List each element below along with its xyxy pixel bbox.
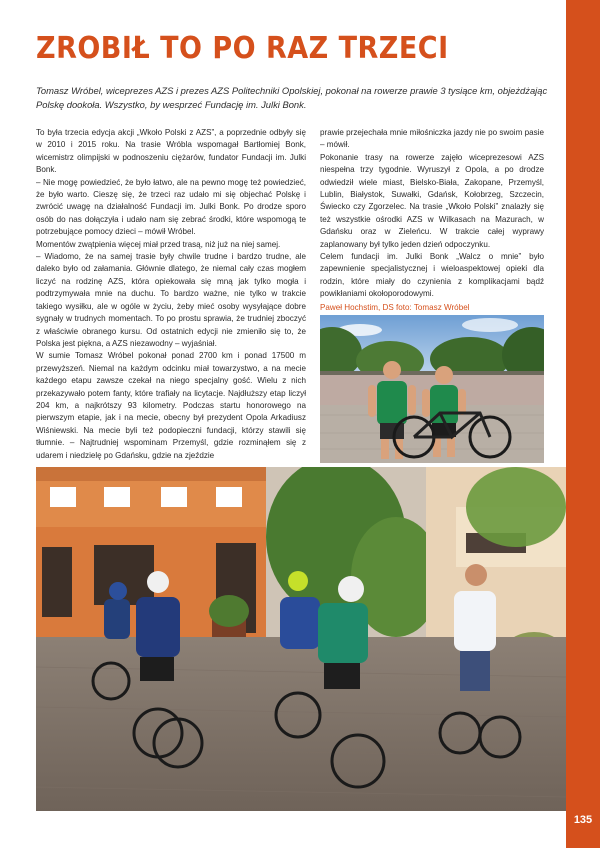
page-number: 135 xyxy=(573,814,593,826)
paragraph: To była trzecia edycja akcji „Wkoło Polski z AZS”, a poprzednie odbyły się w 2010 i 2015 roku. Na trasie Wróbla wspomagał Bartłomiej Bonk, wicemistrz olimpijski w podnoszeniu ciężarów, fundator Fundacji im. Julki Bonk. xyxy=(36,128,306,175)
paragraph: Momentów zwątpienia więcej miał przed trasą, niż już na niej samej. xyxy=(36,239,281,249)
accent-side-bar xyxy=(566,0,600,848)
photo-two-men-illustration xyxy=(320,315,544,463)
paragraph: – Wiadomo, że na samej trasie były chwile trudne i bardzo trudne, ale daleko było od załamania. Głównie dlatego, że niemal cały czas mogłem liczyć na rodzinę AZS, która opiekowała się mną jak tylko mogła i podtrzymywała mnie na duchu. To bardzo ważne, nie tylko w trakcie takiego wysiłku, ale w ogóle w życiu, żeby mieć osoby wysyłające dobre sygnały w trudnych momentach. To po prostu sprawia, że trudniej zboczyć z właściwie obranego kursu. Od ostatnich edycji nie zmieniło się to, że Polska jest piękna, a AZS niezawodny – wyjaśniał. xyxy=(36,252,306,348)
paragraph: prawie przejechała mnie miłośniczka jazdy nie po swoim pasie – mówił. xyxy=(320,128,544,150)
paragraph: – Nie mogę powiedzieć, że było łatwo, ale na pewno mogę też powiedzieć, że było warto. Cieszę się, że trzeci raz udało mi się objechać Polskę i zwrócić uwagę na działalność Fundacji im. Julki Bonk. Po drodze sporo osób do nas dołączyła i udało nam się zebrać środki, które wspomogą te potrzebujące pomocy dzieci – mówił Wróbel. xyxy=(36,177,306,237)
paragraph: Celem fundacji im. Julki Bonk „Walcz o mnie” było zapewnienie specjalistycznej i wieloaspektowej opieki dla rodzin, które miały do czynienia z komplikacjami bądź powikłaniami okołoporodowymi. xyxy=(320,252,544,299)
right-text-column xyxy=(320,127,544,314)
article-lead: Tomasz Wróbel, wiceprezes AZS i prezes AZS Politechniki Opolskiej, pokonał na rowerze prawie 3 tysiące km, objeżdżając Polskę dookoła. Wszystko, by wesprzeć Fundację im. Julki Bonk. xyxy=(36,85,548,110)
photo-two-men-with-bike xyxy=(320,315,544,463)
article-headline: ZROBIŁ TO PO RAZ TRZECI xyxy=(36,31,449,66)
paragraph: Pokonanie trasy na rowerze zajęło wiceprezesowi AZS niespełna trzy tygodnie. Wyruszył z Opola, a po drodze odwiedził wiele miast, Bielsko-Biała, Zakopane, Przemyśl, Lublin, Białystok, Suwałki, Gdańsk, Kołobrzeg, Szczecin, Świecko czy Zgorzelec. Na trasie „Wkoło Polski” znalazły się też wszystkie ośrodki AZS w Wilkasach na Mazurach, w Gdańsku oraz w Zieleńcu. W trakcie całej wyprawy zaplanowany był tylko jeden dzień odpoczynku. xyxy=(320,152,544,249)
photo-cyclists-illustration xyxy=(36,467,566,811)
left-text-column xyxy=(36,127,306,462)
paragraph: W sumie Tomasz Wróbel pokonał ponad 2700 km i ponad 17500 m przewyższeń. Niemal na każdym odcinku miał towarzystwo, a na mecie każdego etapu zawsze czekał na niego specjalny gość. Wielu z nich przekazywało potem fanty, które trafiały na licytacje. Najdłuższy etap liczył 204 km, a najkrótszy 93 kilometry. Podczas startu honorowego na pierwszym etapie, jak i na mecie, obecny był prezydent Opola Arkadiusz Wiśniewski. Na mecie byli też podopieczni fundacji, którzy stawili się tłumnie. – Najtrudniej wspominam Przemyśl, gdzie rozminąłem się z udarem i niedzielę po Gdańsku, gdzie na zjeździe xyxy=(36,351,306,460)
photo-cyclists-on-street xyxy=(36,467,566,811)
photo-credit: Paweł Hochstim, DS foto: Tomasz Wróbel xyxy=(320,302,470,312)
